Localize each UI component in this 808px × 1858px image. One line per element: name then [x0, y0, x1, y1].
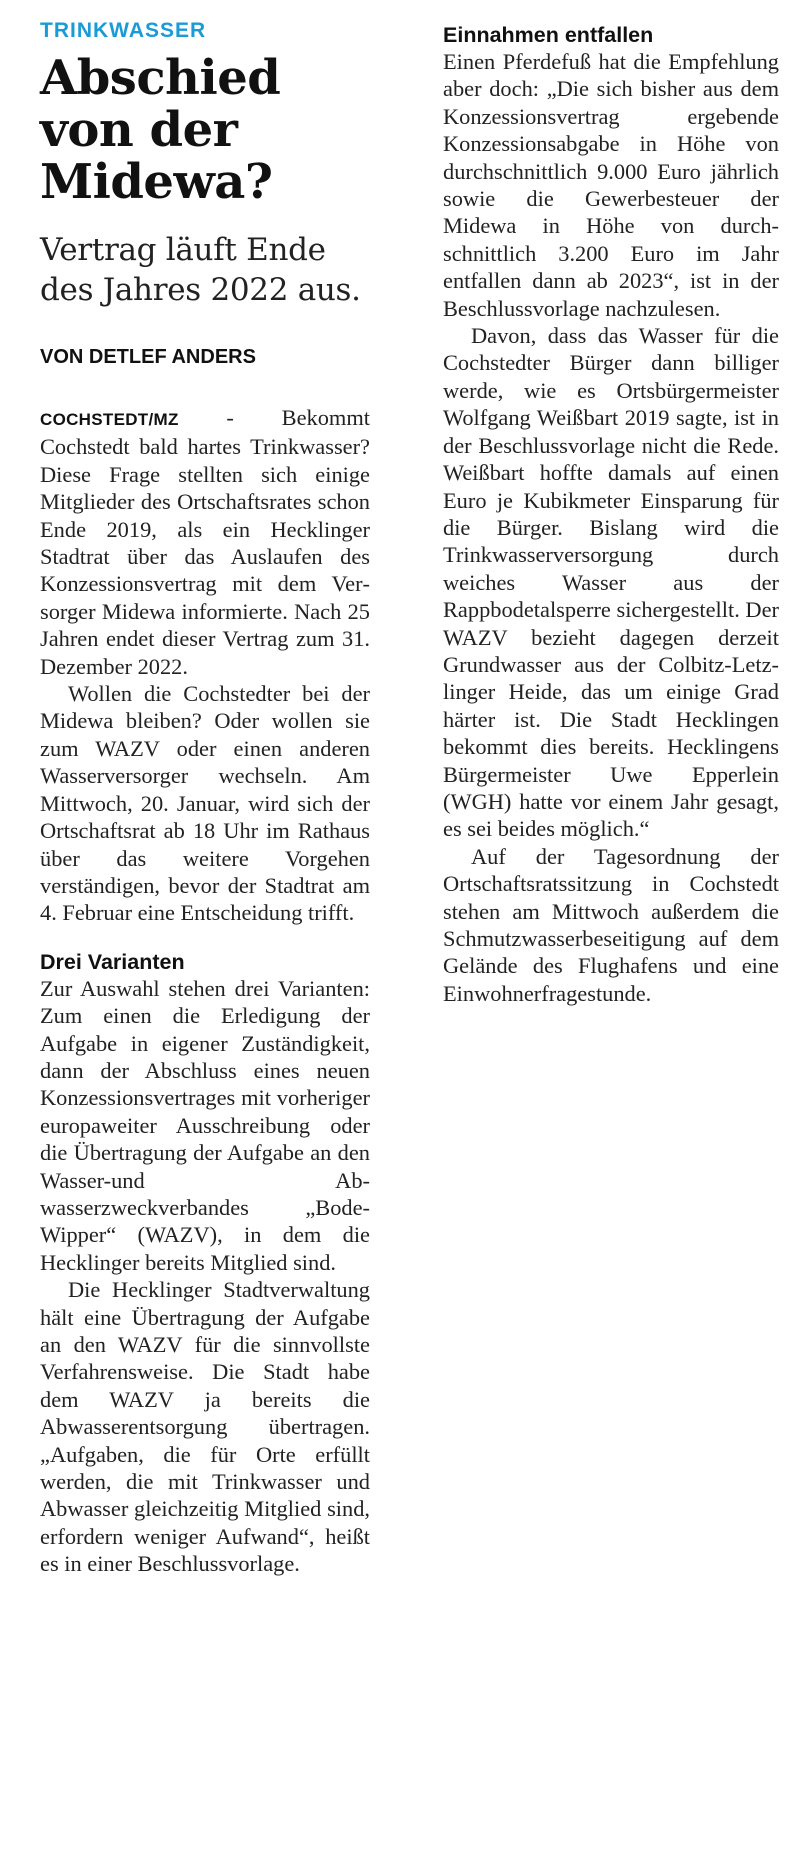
headline: Abschied von der Midewa?	[40, 50, 281, 210]
dateline: COCHSTEDT/MZ	[40, 410, 179, 429]
paragraph-5: Einen Pferdefuß hat die Empfehlung aber doch: „Die sich bisher aus dem Konzessionsvertrag ergebende Konzessionsabgabe in Höhe von durchschnittlich 9.000 Euro jährlich sowie die Gewerbesteuer der Midewa in Höhe von durchschnittlich 3.200 Euro im Jahr entfallen dann ab 2023“, ist in der Beschlussvorlage nachzulesen.	[443, 49, 779, 321]
subheadline: Vertrag läuft Ende des Jahres 2022 aus.	[40, 232, 361, 308]
lead-paragraph	[40, 404, 370, 680]
paragraph-2: Wollen die Cochstedter bei der Midewa bleiben? Oder wollen sie zum WAZV oder einen anderen Wasserversorger wechseln. Am Mittwoch, 20. Januar, wird sich der Ortschaftsrat ab 18 Uhr im Rathaus über das weitere Vorgehen verständigen, bevor der Stadtrat am 4. Februar eine Entscheidung trifft.	[40, 681, 370, 926]
paragraph-4: Die Hecklinger Stadtverwaltung hält eine Übertragung der Aufgabe an den WAZV für die sinnvollste Verfahrensweise. Die Stadt habe dem WAZV ja bereits die Abwasserentsorgung übertragen. „Aufgaben, die für Orte erfüllt werden, die mit Trinkwasser und Abwasser gleichzeitig Mitglied sind, erfordern weniger Aufwand“, heißt es in einer Beschlussvorlage.	[40, 1277, 370, 1577]
dateline-separator: -	[178, 405, 282, 430]
paragraph-3: Zur Auswahl stehen drei Varianten: Zum einen die Erledigung der Aufgabe in eigener Zuständigkeit, dann der Abschluss eines neuen Konzessionsvertrages mit vorheriger europaweiter Ausschreibung oder die Übertragung der Aufgabe an den Wasser-und Abwasserzweckverbandes „Bode-Wipper“ (WAZV), in dem die Hecklinger bereits Mitglied sind.	[40, 975, 370, 1275]
paragraph-7: Auf der Tagesordnung der Ortschaftsratssitzung in Cochstedt stehen am Mittwoch außerdem die Schmutzwasserbeseitigung auf dem Gelände des Flughafens und eine Einwohnerfragestunde.	[443, 843, 779, 1006]
lead-text: Bekommt Cochstedt bald hartes Trinkwasser? Diese Frage stellten sich einige Mitglieder des Ortschaftsrates schon Ende 2019, als ein Hecklinger Stadtrat über das Auslaufen des Konzessionsvertrag mit dem Versorger Midewa informierte. Nach 25 Jahren endet dieser Vertrag zum 31. Dezember 2022.	[40, 405, 370, 679]
section-heading-drei-varianten: Drei Varianten	[40, 949, 185, 974]
byline: VON DETLEF ANDERS	[40, 346, 256, 368]
kicker: TRINKWASSER	[40, 19, 207, 42]
left-column	[40, 18, 370, 1578]
section-heading-einnahmen-entfallen: Einnahmen entfallen	[443, 23, 654, 47]
paragraph-6: Davon, dass das Wasser für die Cochstedter Bürger dann billiger werde, wie es Ortsbürgermeister Wolfgang Weißbart 2019 sagte, ist in der Beschlussvorlage nicht die Rede. Weißbart hoffte damals auf einen Euro je Kubikmeter Einsparung für die Bürger. Bislang wird die Trinkwasserversorgung durch weiches Wasser aus der Rappbodetalsperre sichergestellt. Der WAZV bezieht dagegen derzeit Grundwasser aus der Colbitz-Letzlinger Heide, das um einige Grad härter ist. Die Stadt Hecklingen bekommt dies bereits. Hecklingens Bürgermeister Uwe Epperlein (WGH) hatte vor einem Jahr gesagt, es sei beides möglich.“	[443, 323, 779, 842]
right-column	[443, 22, 779, 1007]
